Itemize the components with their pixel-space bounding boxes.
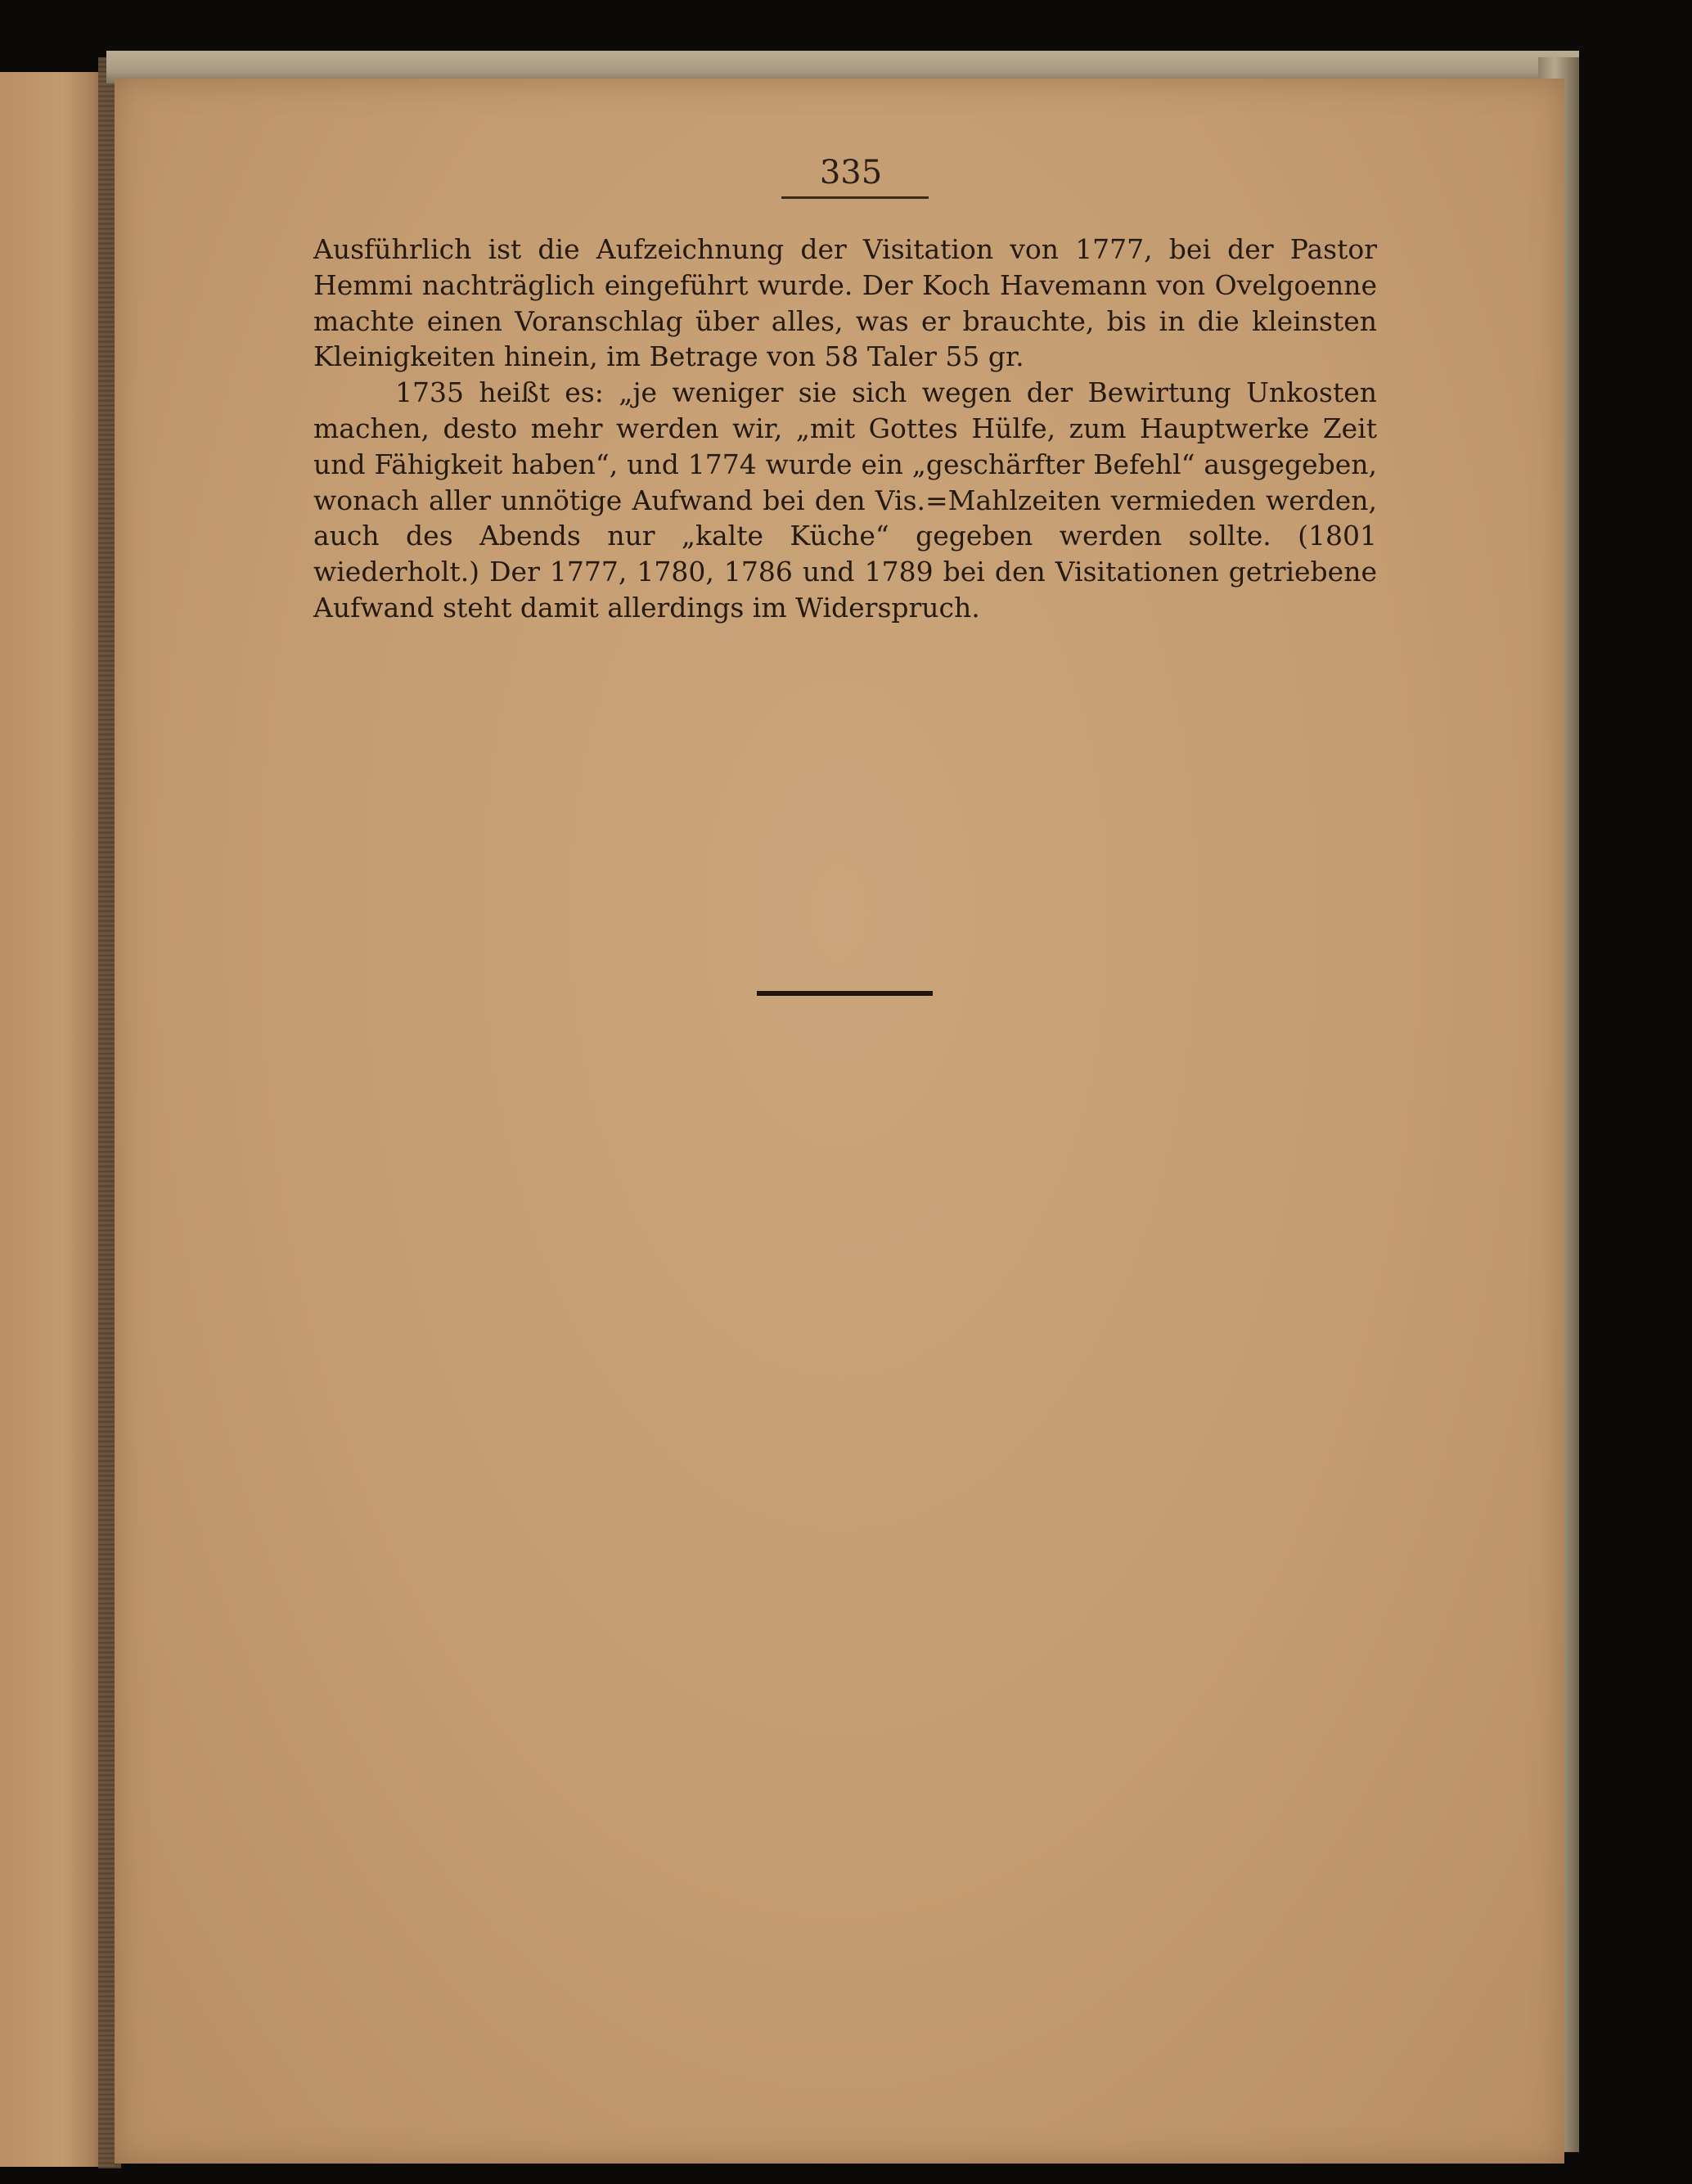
facing-page-edge	[0, 72, 115, 2167]
paragraph-2: 1735 heißt es: „je weniger sie sich wegen der Bewirtung Unkosten machen, desto mehr werden wir, „mit Gottes Hülfe, zum Hauptwerke Zeit und Fähigkeit haben“, und 1774 wurde ein „geschärfter Befehl“ ausgegeben, wonach aller unnötige Aufwand bei den Vis.=Mahlzeiten vermieden werden, auch des Abends nur „kalte Küche“ gegeben werden sollte. (1801 wiederholt.) Der 1777, 1780, 1786 und 1789 bei den Visitationen getriebene Aufwand steht damit allerdings im Widerspruch.	[313, 376, 1377, 624]
page-number: 335	[819, 154, 883, 191]
body-text	[313, 232, 1377, 626]
header-rule	[781, 196, 929, 199]
closing-rule	[757, 991, 933, 996]
paragraph-1: Ausführlich ist die Aufzeichnung der Visitation von 1777, bei der Pastor Hemmi nachträglich eingeführt wurde. Der Koch Havemann von Ovelgoenne machte einen Voranschlag über alles, was er brauchte, bis in die kleinsten Kleinigkeiten hinein, im Betrage von 58 Taler 55 gr.	[313, 233, 1377, 373]
